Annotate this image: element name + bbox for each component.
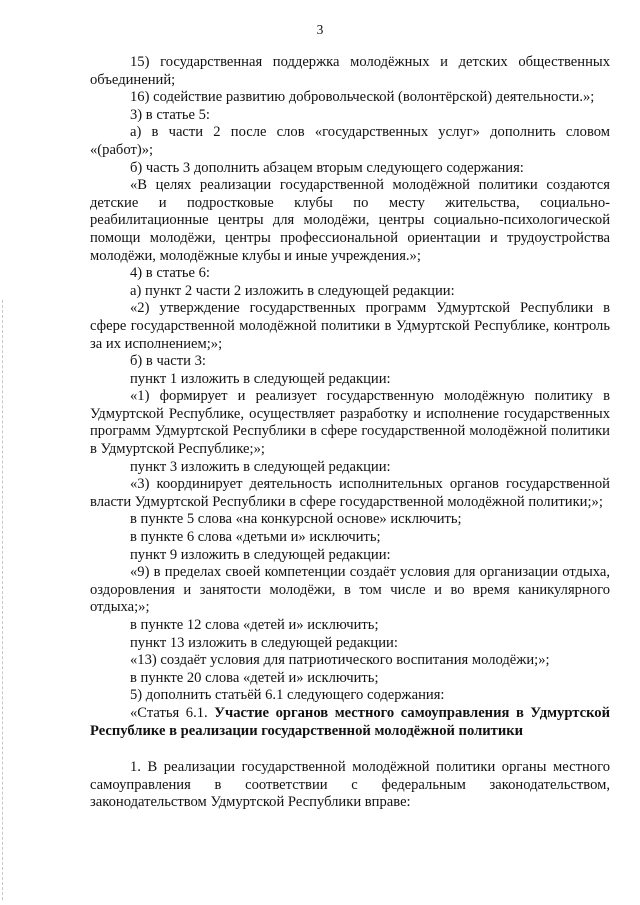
paragraph: а) в части 2 после слов «государственных услуг» дополнить словом «(работ)»;: [90, 124, 610, 158]
article-prefix: «Статья 6.1.: [130, 704, 215, 721]
page-number: 3: [316, 22, 324, 37]
paragraph: в пункте 5 слова «на конкурсной основе» исключить;: [130, 511, 462, 528]
paragraph: 3) в статье 5:: [130, 106, 210, 123]
paragraph: «3) координирует деятельность исполнительных органов государственной власти Удмуртской Республики в сфере государственной молодёжной политики;»;: [90, 476, 610, 510]
paragraph: 16) содействие развитию добровольческой (волонтёрской) деятельности.»;: [130, 89, 595, 106]
document-body: [90, 54, 610, 812]
paragraph: б) часть 3 дополнить абзацем вторым следующего содержания:: [130, 159, 524, 176]
paragraph: 4) в статье 6:: [130, 265, 210, 282]
paragraph: в пункте 12 слова «детей и» исключить;: [130, 617, 379, 633]
paragraph: «2) утверждение государственных программ Удмуртской Республики в сфере государственной молодёжной политики в Удмуртской Республике, контроль за их исполнением;»;: [90, 300, 610, 352]
paragraph: а) пункт 2 части 2 изложить в следующей редакции:: [130, 282, 455, 299]
paragraph: «В целях реализации государственной молодёжной политики создаются детские и подростковые клубы по месту жительства, социально-реабилитационные центры для молодёжи, центры социально-психологической помощи молодёжи, центры профессиональной ориентации и трудоустройства молодёжи, молодёжные клубы и иные учреждения.»;: [90, 177, 610, 264]
paragraph: пункт 13 изложить в следующей редакции:: [130, 634, 398, 651]
paragraph: в пункте 20 слова «детей и» исключить;: [130, 669, 379, 686]
paragraph: 5) дополнить статьёй 6.1 следующего содержания:: [130, 687, 445, 704]
paragraph: б) в части 3:: [130, 353, 206, 370]
paragraph: 15) государственная поддержка молодёжных и детских общественных объединений;: [90, 54, 610, 88]
paragraph: в пункте 6 слова «детьми и» исключить;: [130, 529, 381, 546]
paragraph: пункт 3 изложить в следующей редакции:: [130, 458, 391, 475]
paragraph: «9) в пределах своей компетенции создаёт условия для организации отдыха, оздоровления и занятости молодёжи, в том числе и во время каникулярного отдыха;»;: [90, 564, 610, 616]
scan-edge-mark: [2, 300, 7, 900]
paragraph: «1) формирует и реализует государственную молодёжную политику в Удмуртской Республике, осуществляет разработку и исполнение государственных программ Удмуртской Республики в сфере государственной молодёжной политики в Удмуртской Республике;»;: [90, 388, 610, 458]
paragraph: «13) создаёт условия для патриотического воспитания молодёжи;»;: [130, 652, 550, 669]
article-heading: [90, 705, 610, 740]
paragraph: пункт 1 изложить в следующей редакции:: [130, 370, 391, 387]
paragraph: пункт 9 изложить в следующей редакции:: [130, 546, 391, 563]
article-title: Участие органов местного самоуправления в Удмуртской Республике в реализации государственной молодёжной политики: [90, 704, 610, 739]
paragraph: 1. В реализации государственной молодёжной политики органы местного самоуправления в соответствии с федеральным законодательством, законодательством Удмуртской Республики вправе:: [90, 759, 610, 811]
